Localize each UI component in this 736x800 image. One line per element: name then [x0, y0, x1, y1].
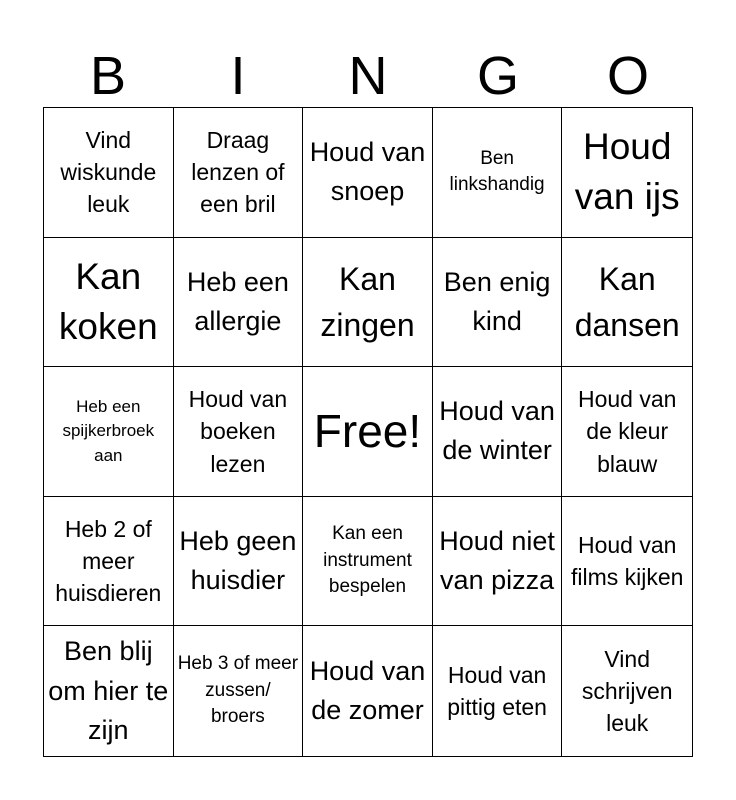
- bingo-cell[interactable]: [562, 238, 692, 368]
- header-letter-b: B: [89, 46, 127, 106]
- bingo-cell[interactable]: [433, 108, 563, 238]
- header-letter-i: I: [230, 46, 246, 106]
- free-text: Free!: [313, 404, 422, 457]
- bingo-cell[interactable]: [303, 238, 433, 368]
- cell-text: Houd niet van pizza: [439, 525, 555, 596]
- bingo-cell[interactable]: [44, 367, 174, 497]
- bingo-cell[interactable]: [44, 238, 174, 368]
- cell-text: Houd van de winter: [439, 396, 555, 466]
- cell-text: Houd van boeken lezen: [188, 386, 288, 477]
- cell-text: Vind schrijven leuk: [581, 645, 673, 737]
- bingo-grid: [43, 107, 693, 757]
- cell-text: Houd van pittig eten: [447, 662, 547, 721]
- bingo-cell[interactable]: [433, 367, 563, 497]
- bingo-cell[interactable]: [433, 497, 563, 627]
- cell-text: Ben linkshandig: [449, 147, 545, 196]
- cell-text: Ben enig kind: [443, 266, 551, 336]
- bingo-cell[interactable]: [303, 497, 433, 627]
- cell-text: Houd van snoep: [309, 137, 426, 207]
- cell-text: Vind wiskunde leuk: [60, 127, 157, 218]
- cell-text: Kan zingen: [320, 260, 415, 343]
- bingo-cell[interactable]: [433, 238, 563, 368]
- bingo-cell[interactable]: [174, 497, 304, 627]
- cell-text: Kan een instrument bespelen: [323, 523, 412, 598]
- cell-text: Houd van films kijken: [570, 531, 684, 591]
- bingo-cell[interactable]: [44, 108, 174, 238]
- bingo-cell[interactable]: [44, 626, 174, 756]
- cell-text: Kan koken: [58, 255, 158, 347]
- cell-text: Heb een spijkerbroek aan: [62, 396, 155, 465]
- bingo-cell[interactable]: [174, 367, 304, 497]
- cell-text: Draag lenzen of een bril: [191, 127, 285, 218]
- cell-text: Houd van ijs: [574, 126, 680, 218]
- bingo-cell[interactable]: [562, 108, 692, 238]
- cell-text: Heb geen huisdier: [179, 525, 297, 596]
- cell-text: Houd van de kleur blauw: [577, 386, 677, 477]
- cell-text: Heb een allergie: [186, 266, 289, 336]
- bingo-header: [43, 44, 693, 108]
- bingo-cell[interactable]: [303, 626, 433, 756]
- bingo-cell[interactable]: [174, 238, 304, 368]
- bingo-cell[interactable]: [174, 626, 304, 756]
- cell-text: Heb 2 of meer huisdieren: [55, 515, 162, 607]
- header-letter-n: N: [348, 46, 388, 106]
- cell-text: Houd van de zomer: [309, 656, 426, 726]
- bingo-cell[interactable]: [562, 626, 692, 756]
- header-letter-g: G: [476, 46, 519, 106]
- bingo-cell[interactable]: [44, 497, 174, 627]
- cell-text: Heb 3 of meer zussen/ broers: [177, 653, 299, 728]
- cell-text: Kan dansen: [574, 260, 680, 343]
- bingo-cell[interactable]: [562, 367, 692, 497]
- bingo-cell[interactable]: [303, 108, 433, 238]
- bingo-cell[interactable]: [433, 626, 563, 756]
- cell-text: Ben blij om hier te zijn: [48, 636, 169, 745]
- header-letter-o: O: [606, 46, 649, 106]
- bingo-cell[interactable]: [174, 108, 304, 238]
- bingo-cell[interactable]: [562, 497, 692, 627]
- free-cell[interactable]: [303, 367, 433, 497]
